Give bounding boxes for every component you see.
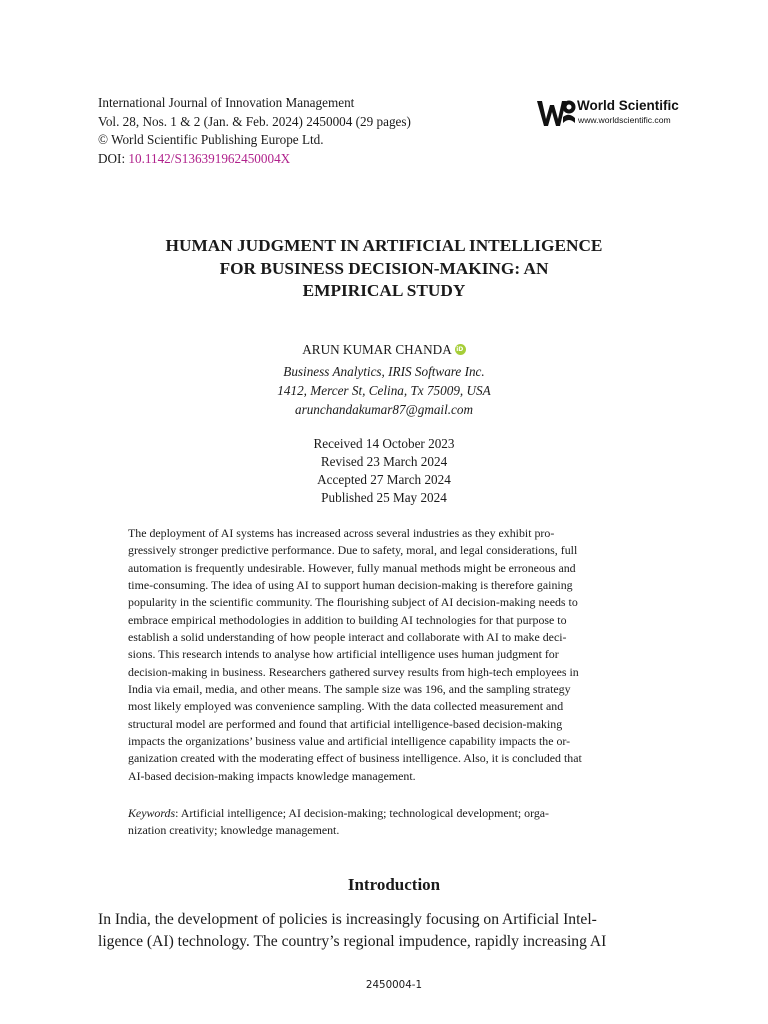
affiliation-line: 1412, Mercer St, Celina, Tx 75009, USA (277, 383, 491, 398)
journal-name: International Journal of Innovation Management (98, 95, 355, 110)
keywords (128, 805, 662, 840)
doi-link[interactable]: 10.1142/S136391962450004X (128, 151, 291, 167)
volume-line: Vol. 28, Nos. 1 & 2 (Jan. & Feb. 2024) 2450004 (29 pages) (98, 113, 411, 129)
abstract-line: The deployment of AI systems has increased across several industries as they exhibit pro- (128, 526, 555, 540)
publisher-name: World Scientific (577, 98, 679, 113)
publisher-url: www.worldscientific.com (578, 115, 671, 125)
author-email: arunchandakumar87@gmail.com (294, 402, 474, 417)
abstract (128, 525, 662, 785)
abstract-line: ganization created with the moderating effect of business intelligence. Also, it is concluded that (128, 751, 582, 766)
title-line: FOR BUSINESS DECISION-MAKING: AN (219, 258, 549, 278)
world-scientific-logo (536, 96, 696, 130)
introduction-text (98, 909, 673, 954)
abstract-line: AI-based decision-making impacts knowledge management. (128, 768, 416, 783)
author-name: ARUN KUMAR CHANDA (302, 342, 452, 357)
title-line: HUMAN JUDGMENT IN ARTIFICIAL INTELLIGENCE (165, 236, 603, 255)
intro-line: ligence (AI) technology. The country’s regional impudence, rapidly increasing AI (98, 933, 607, 951)
abstract-line: sions. This research intends to analyse how artificial intelligence uses human judgment for (128, 647, 559, 662)
date-received: Received 14 October 2023 (313, 436, 455, 451)
intro-line: In India, the development of policies is increasingly focusing on Artificial Intel- (98, 911, 597, 928)
paper-title (110, 235, 658, 303)
doi-label: DOI: (98, 151, 126, 167)
journal-info (98, 94, 411, 169)
date-published: Published 25 May 2024 (321, 490, 447, 505)
affiliation-line: Business Analytics, IRIS Software Inc. (283, 364, 485, 379)
abstract-line: automation is frequently undesirable. However, fully manual methods might be erroneous and (128, 560, 576, 575)
keywords-line: : Artificial intelligence; AI decision-making; technological development; orga- (175, 806, 550, 820)
abstract-line: India via email, media, and other means. The sample size was 196, and the sampling strategy (128, 682, 571, 697)
orcid-icon[interactable] (455, 344, 466, 355)
abstract-line: structural model are performed and found that artificial intelligence-based decision-making (128, 716, 563, 731)
copyright-line: © World Scientific Publishing Europe Ltd. (98, 132, 324, 148)
abstract-line: most likely employed was convenience sampling. With the data collected measurement and (128, 699, 564, 714)
author-affiliation (0, 362, 768, 419)
abstract-line: impacts the organizations’ business value and artificial intelligence capability impacts the or- (128, 734, 571, 749)
date-revised: Revised 23 March 2024 (320, 454, 448, 469)
publication-dates (0, 435, 768, 507)
author-line (0, 342, 768, 358)
page-number: 2450004-1 (365, 979, 423, 991)
keywords-line: nization creativity; knowledge management. (128, 823, 340, 838)
world-scientific-logo-mark (536, 96, 576, 128)
abstract-line: popularity in the scientific community. The flourishing subject of AI decision-making needs to (128, 595, 578, 610)
section-heading-introduction: Introduction (347, 875, 441, 894)
abstract-line: establish a solid understanding of how people interact and collaborate with AI to make deci- (128, 630, 567, 645)
title-line: EMPIRICAL STUDY (302, 281, 466, 300)
doi-line (98, 150, 411, 169)
abstract-line: decision-making in business. Researchers gathered survey results from high-tech employees in (128, 664, 579, 679)
keywords-label: Keywords (128, 806, 176, 820)
abstract-line: embrace empirical methodologies in addition to building AI technologies for that purpose to (128, 612, 567, 627)
date-accepted: Accepted 27 March 2024 (317, 472, 451, 487)
abstract-line: gressively stronger predictive performance. Due to safety, moral, and legal considerations, full (128, 543, 578, 558)
abstract-line: time-consuming. The idea of using AI to support human decision-making is therefore gaining (128, 578, 573, 593)
